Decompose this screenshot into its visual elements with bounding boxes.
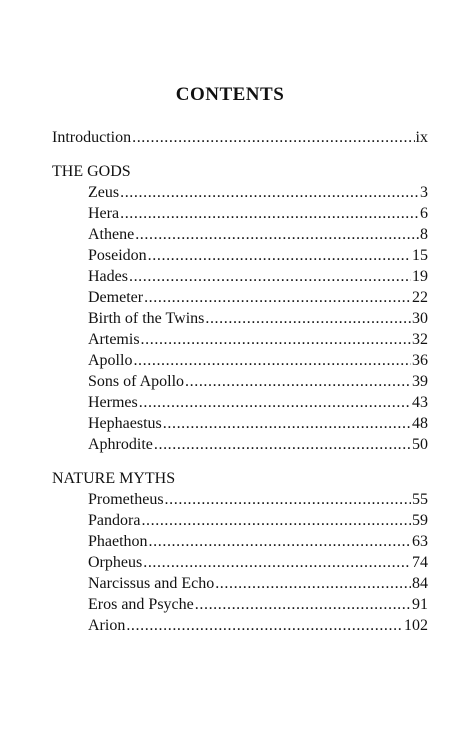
dot-leader (141, 330, 411, 350)
toc-entry-page: 22 (412, 289, 428, 306)
dot-leader (129, 267, 411, 287)
toc-entry (88, 553, 428, 573)
toc-entry-label: Apollo (88, 352, 133, 369)
toc-entry-label: Hera (88, 205, 120, 222)
dot-leader (144, 288, 411, 308)
toc-entry-page: 50 (412, 436, 428, 453)
toc-entry (88, 595, 428, 615)
section-heading-nature-myths: NATURE MYTHS (52, 470, 176, 487)
toc-entry-page: 84 (412, 575, 428, 592)
dot-leader (139, 393, 411, 413)
toc-entry-page: 15 (412, 247, 428, 264)
toc-entry-label: Phaethon (88, 533, 148, 550)
dot-leader (132, 128, 414, 148)
dot-leader (141, 511, 411, 531)
toc-entry (88, 393, 428, 413)
dot-leader (149, 532, 411, 552)
toc-entry-label: Sons of Apollo (88, 373, 185, 390)
dot-leader (195, 595, 411, 615)
toc-entry-label: Eros and Psyche (88, 596, 194, 613)
toc-entry-label: Artemis (88, 331, 140, 348)
toc-entry (88, 225, 428, 245)
toc-entry-label: Introduction (52, 129, 132, 146)
dot-leader (163, 414, 411, 434)
toc-entry (88, 435, 428, 455)
toc-entry-label: Hephaestus (88, 415, 162, 432)
toc-entry (88, 288, 428, 308)
toc-entry (88, 414, 428, 434)
toc-entry-label: Poseidon (88, 247, 147, 264)
page-title: CONTENTS (175, 84, 285, 105)
dot-leader (148, 246, 411, 266)
toc-entry-page: 6 (420, 205, 428, 222)
toc-entry (88, 351, 428, 371)
toc-entry-label: Hades (88, 268, 128, 285)
toc-entry-label: Prometheus (88, 491, 164, 508)
toc-entry (88, 267, 428, 287)
toc-entry-page: 91 (412, 596, 428, 613)
toc-entry-page: 36 (412, 352, 428, 369)
dot-leader (154, 435, 411, 455)
toc-entry-label: Hermes (88, 394, 138, 411)
toc-entry (88, 309, 428, 329)
toc-entry-label: Arion (88, 617, 126, 634)
toc-entry (88, 204, 428, 224)
toc-entry (88, 511, 428, 531)
dot-leader (120, 183, 419, 203)
dot-leader (185, 372, 411, 392)
toc-entry-page: 43 (412, 394, 428, 411)
toc-entry (88, 490, 428, 510)
dot-leader (215, 574, 411, 594)
section-heading-the-gods: THE GODS (52, 163, 131, 180)
toc-entry-label: Demeter (88, 289, 144, 306)
toc-entry (88, 372, 428, 392)
toc-entry-page: 30 (412, 310, 428, 327)
dot-leader (165, 490, 411, 510)
toc-entry (88, 246, 428, 266)
toc-entry-label: Birth of the Twins (88, 310, 205, 327)
toc-entry (88, 532, 428, 552)
dot-leader (133, 351, 411, 371)
toc-entry-page: 55 (412, 491, 428, 508)
toc-entry (88, 183, 428, 203)
toc-entry-label: Pandora (88, 512, 141, 529)
toc-entry-page: 19 (412, 268, 428, 285)
dot-leader (126, 616, 403, 636)
dot-leader (205, 309, 411, 329)
dot-leader (143, 553, 411, 573)
toc-entry (88, 330, 428, 350)
toc-entry-page: 74 (412, 554, 428, 571)
toc-entry-page: 63 (412, 533, 428, 550)
toc-entry-page: ix (415, 129, 428, 146)
toc-entry-page: 32 (412, 331, 428, 348)
toc-entry-label: Athene (88, 226, 135, 243)
toc-entry-introduction (52, 128, 428, 148)
toc-entry-page: 59 (412, 512, 428, 529)
dot-leader (120, 204, 419, 224)
toc-entry-page: 102 (404, 617, 428, 634)
toc-entry (88, 574, 428, 594)
toc-entry-page: 48 (412, 415, 428, 432)
toc-entry-page: 3 (420, 184, 428, 201)
toc-entry-page: 39 (412, 373, 428, 390)
toc-entry-label: Narcissus and Echo (88, 575, 215, 592)
toc-entry-label: Orpheus (88, 554, 143, 571)
dot-leader (135, 225, 419, 245)
toc-entry (88, 616, 428, 636)
toc-entry-page: 8 (420, 226, 428, 243)
toc-entry-label: Zeus (88, 184, 120, 201)
toc-entry-label: Aphrodite (88, 436, 153, 453)
